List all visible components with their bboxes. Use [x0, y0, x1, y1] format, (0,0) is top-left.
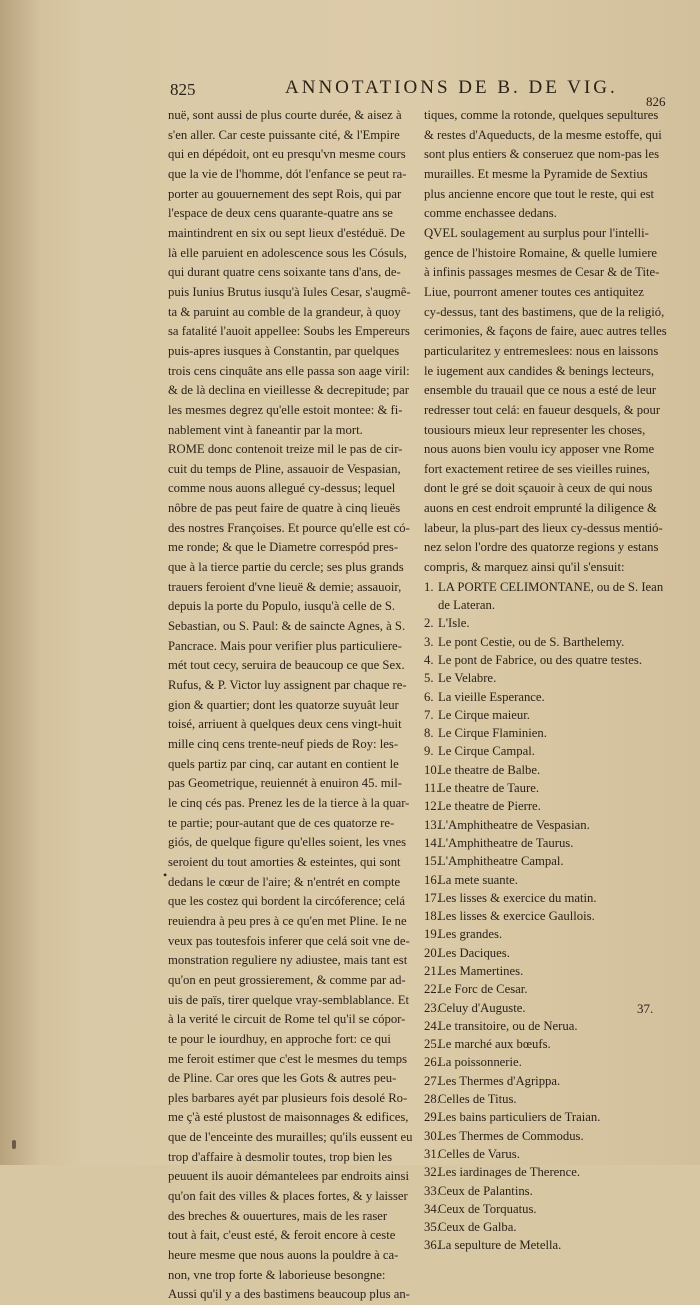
item-number: 21. — [424, 963, 440, 978]
text-line: me feroit estimer que c'est le mesmes du temps — [168, 1051, 408, 1066]
text-line: nuë, sont aussi de plus courte durée, & aisez à — [168, 108, 402, 122]
list-item — [424, 1145, 672, 1163]
text-line: heure mesme que nous auons la pouldre à ca- — [168, 1248, 399, 1263]
text-line: Pancrace. Mais pour verifier plus particuliere- — [168, 638, 402, 653]
list-item — [424, 1127, 672, 1145]
text-line: les mesmes degrez qu'elle estoit montee: & fi- — [168, 402, 403, 417]
list-item — [424, 999, 672, 1017]
item-label: Les iardinages de Therence. — [438, 1165, 581, 1180]
text-line: reuiendra à peu pres à ce qu'en met Pline. Ie ne — [168, 913, 407, 928]
text-line: à la verité le circuit de Rome tel qu'il se cópor- — [168, 1012, 406, 1027]
ink-blot — [12, 1140, 16, 1149]
list-item — [424, 1236, 672, 1254]
list-item — [424, 651, 672, 669]
item-label: Le marché aux bœufs. — [438, 1037, 551, 1052]
list-item — [424, 669, 672, 687]
item-number: 2. — [424, 616, 434, 631]
list-item — [424, 706, 672, 724]
item-number: 8. — [424, 726, 434, 741]
text-line: qu'on en peut grossierement, & comme par ad- — [168, 972, 406, 987]
list-item — [424, 633, 672, 651]
item-label: Les Mamertines. — [438, 963, 524, 978]
item-number: 29. — [424, 1110, 440, 1125]
text-line: porter au gouuernement des sept Rois, qui par — [168, 186, 402, 201]
item-number: 9. — [424, 744, 434, 759]
item-number: 28. — [424, 1092, 440, 1107]
item-label: Le pont Cestie, ou de S. Barthelemy. — [438, 634, 625, 649]
text-line: auons en cest endroit emprunté la diligence & — [424, 501, 657, 516]
list-item — [424, 871, 672, 889]
gutter-shadow — [0, 0, 40, 1165]
item-number: 3. — [424, 634, 434, 649]
item-label: Celles de Titus. — [438, 1092, 517, 1107]
text-line: peuuent ils auoir démantelees par endroits ainsi — [168, 1169, 409, 1184]
text-line: s'en aller. Car ceste puissante cité, & l'Empire — [168, 127, 400, 142]
item-label: de Lateran. — [438, 598, 496, 613]
text-line: gion & quartier; dont les quatorze suyuât leur — [168, 697, 399, 712]
text-line: cuit du temps de Pline, assauoir de Vespasian, — [168, 461, 401, 476]
text-line: maintindrent en six ou sept lieux d'estéduë. De — [168, 225, 405, 240]
item-label: Les Thermes de Commodus. — [438, 1128, 584, 1143]
list-item — [424, 779, 672, 797]
text-line: labeur, la plus-part des lieux cy-dessus mentió- — [424, 520, 663, 535]
text-line: mét tout cecy, seruira de beaucoup ce que Sex. — [168, 658, 405, 673]
item-label: Le Cirque Campal. — [438, 744, 535, 759]
text-line: cy-dessus, tant des bastimens, que de la religió, — [424, 304, 665, 319]
list-item — [424, 761, 672, 779]
item-label: La mete suante. — [438, 872, 518, 887]
text-line: le cinq cés pas. Prenez les de la tierce à la quar- — [168, 795, 410, 810]
list-item — [424, 852, 672, 870]
item-number: 26. — [424, 1055, 440, 1070]
text-line: puis-apres iusques à Constantin, par quelques — [168, 343, 400, 358]
item-number: 7. — [424, 707, 434, 722]
text-line: Rufus, & P. Victor luy assignent par chaque re- — [168, 678, 407, 693]
item-label: Les lisses & exercice Gaullois. — [438, 909, 595, 924]
text-line: sont plus entiers & conseruez que nom-pas les — [424, 147, 660, 162]
text-line: dedans le cœur de l'aire; & n'entrét en compte — [168, 874, 401, 889]
item-number: 5. — [424, 671, 434, 686]
text-line: que à la tierce partie du cercle; ses plus grands — [168, 560, 404, 575]
item-number: 32. — [424, 1165, 440, 1180]
text-line: nablement vint à faneantir par la mort. — [168, 422, 363, 437]
item-number: 11. — [424, 781, 440, 796]
text-line: qu'on fait des villes & places fortes, & y laisser — [168, 1189, 408, 1204]
text-line: nôbre de pas peut faire de quatre à cinq lieuës — [168, 501, 401, 516]
text-line: comme nous auons allegué cy-dessus; lequel — [168, 481, 396, 496]
text-line: nous auons bien voulu icy apposer vne Rome — [424, 442, 655, 457]
list-item — [424, 1035, 672, 1053]
item-label: Les bains particuliers de Traian. — [438, 1110, 601, 1125]
item-number: 10. — [424, 762, 440, 777]
text-line: trop d'affaire à desmolir toutes, trop bien les — [168, 1149, 393, 1164]
item-number: 25. — [424, 1037, 440, 1052]
item-number: 36. — [424, 1238, 440, 1253]
item-label: Le Cirque maieur. — [438, 707, 530, 722]
right-text-column — [424, 106, 672, 1255]
item-number: 34. — [424, 1201, 440, 1216]
text-line: cerimonies, & façons de faire, auec autres telles — [424, 324, 667, 339]
text-line: & de là declina en vieillesse & decrepitude; par — [168, 383, 409, 398]
text-line: particularitez y entremeslees: nous en laissons — [424, 343, 659, 358]
item-label: Celles de Varus. — [438, 1146, 520, 1161]
item-label: La vieille Esperance. — [438, 689, 545, 704]
list-item — [424, 1108, 672, 1126]
item-label: Le Cirque Flaminien. — [438, 726, 547, 741]
item-number: 15. — [424, 854, 440, 869]
text-line: sa fatalité l'auoit appellee: Soubs les Empereurs — [168, 324, 410, 339]
item-label: L'Isle. — [438, 616, 470, 631]
text-line: qui durant quatre cens soixante tans d'ans, de- — [168, 265, 401, 280]
item-number: 12. — [424, 799, 440, 814]
text-line: Aussi qu'il y a des bastimens beaucoup plus an- — [168, 1287, 410, 1302]
list-item — [424, 1072, 672, 1090]
text-line: Liue, pourront amener toutes ces antiquitez — [424, 284, 644, 299]
text-line: dont le gré se doit sçauoir à ceux de qui nous — [424, 481, 653, 496]
item-number: 17. — [424, 890, 440, 905]
text-line: des nostres Françoises. Et pource qu'elle est có- — [168, 520, 410, 535]
text-line: & restes d'Aqueducts, de la mesme estoffe, qui — [424, 127, 662, 142]
item-label: LA PORTE CELIMONTANE, ou de S. Iean — [438, 579, 664, 594]
right-page-number: 826 — [646, 94, 666, 109]
text-line: pas Geometrique, reuiennét à enuiron 45. mil- — [168, 776, 402, 791]
list-item — [424, 1218, 672, 1236]
list-item — [424, 944, 672, 962]
item-number: 14. — [424, 835, 440, 850]
text-line: plus ancienne encore que tout le reste, qui est — [424, 186, 655, 201]
item-number: 35. — [424, 1220, 440, 1235]
item-label: Le Forc de Cesar. — [438, 982, 528, 997]
text-line: compris, & marquez ainsi qu'il s'ensuit: — [424, 560, 625, 575]
list-item — [424, 834, 672, 852]
right-prose — [424, 106, 672, 578]
text-line: gence de l'histoire Romaine, & quelle lumiere — [424, 245, 658, 260]
item-number: 31. — [424, 1146, 440, 1161]
text-line: de Pline. Car ores que les Gots & autres peu- — [168, 1071, 397, 1086]
text-line: redresser tout celá: en faueur desquels, & pour — [424, 402, 661, 417]
item-label: Le theatre de Taure. — [438, 781, 540, 796]
text-line: QVEL soulagement au surplus pour l'intelli- — [424, 225, 649, 240]
text-line: tousiours mieux leur representer les choses, — [424, 422, 646, 437]
item-label: Les lisses & exercice du matin. — [438, 890, 597, 905]
item-label: Les grandes. — [438, 927, 503, 942]
item-number: 23. — [424, 1000, 440, 1015]
item-number: 16. — [424, 872, 440, 887]
text-line: seroient du tout amorties & esteintes, qui sont — [168, 854, 401, 869]
text-line: que la vie de l'homme, dót l'enfance se peut ra- — [168, 166, 407, 181]
item-number: 33. — [424, 1183, 440, 1198]
item-label: Le transitoire, ou de Nerua. — [438, 1018, 578, 1033]
item-label: Ceux de Torquatus. — [438, 1201, 537, 1216]
item-label: L'Amphitheatre de Taurus. — [438, 835, 574, 850]
places-list — [424, 578, 672, 1255]
running-title: ANNOTATIONS DE B. DE VIG. — [285, 77, 618, 98]
list-item — [424, 797, 672, 815]
text-line: murailles. Et mesme la Pyramide de Sextius — [424, 166, 648, 181]
list-item — [424, 742, 672, 760]
text-line: que de l'enceinte des murailles; qu'ils eussent eu — [168, 1130, 413, 1145]
item-number: 13. — [424, 817, 440, 832]
text-line: ples barbares ayét par plusieurs fois desolé Ro- — [168, 1090, 408, 1105]
list-item — [424, 1017, 672, 1035]
text-line: fort exactement retiree de ses vieilles ruines, — [424, 461, 650, 476]
text-line: giós, de quelque figure qu'elles soient, les vnes — [168, 835, 407, 850]
text-line: que les costez qui bordent la circóference; celá — [168, 894, 406, 909]
text-line: veux pas toutesfois inferer que celá soit vne de- — [168, 933, 410, 948]
left-text-column — [168, 106, 414, 1305]
text-line: depuis la porte du Populo, iusqu'à celle de S. — [168, 599, 396, 614]
list-item — [424, 1090, 672, 1108]
text-line: non, vne trop forte & laborieuse besongne: — [168, 1267, 386, 1282]
item-number: 27. — [424, 1073, 440, 1088]
text-line: comme enchassee dedans. — [424, 206, 557, 221]
list-item — [424, 889, 672, 907]
item-label: La sepulture de Metella. — [438, 1238, 562, 1253]
list-item — [424, 724, 672, 742]
text-line: Sebastian, ou S. Paul: & de saincte Agnes, à S. — [168, 619, 406, 634]
item-number: 22. — [424, 982, 440, 997]
list-item — [424, 962, 672, 980]
list-item — [424, 614, 672, 632]
list-item — [424, 1182, 672, 1200]
item-label: Ceux de Galba. — [438, 1220, 517, 1235]
item-label: La poissonnerie. — [438, 1055, 522, 1070]
text-line: monstration reguliere ny adiustee, mais tant est — [168, 953, 408, 968]
folio-number: 825 — [170, 80, 196, 99]
item-label: L'Amphitheatre de Vespasian. — [438, 817, 590, 832]
text-line: te pour le iourdhuy, en approche fort: ce qui — [168, 1031, 391, 1046]
item-label: Le theatre de Balbe. — [438, 762, 541, 777]
text-line: là elle paruient en adolescence sous les Cósuls, — [168, 245, 407, 260]
list-item — [424, 980, 672, 998]
text-line: uis de païs, tirer quelque vray-semblablance. Et — [168, 992, 409, 1007]
text-line: toisé, arriuent à quelques deux cens vingt-huit — [168, 717, 402, 732]
text-line: le iugement aux candides & benings lecteurs, — [424, 363, 655, 378]
list-item — [424, 578, 672, 596]
text-line: ROME donc contenoit treize mil le pas de cir- — [168, 442, 403, 457]
list-item — [424, 1200, 672, 1218]
text-line: me ronde; & que le Diametre correspód pres- — [168, 540, 399, 555]
list-item — [424, 1053, 672, 1071]
text-line: tout à fait, c'eust esté, & feroit encore à ceste — [168, 1228, 396, 1243]
margin-mark: • — [163, 868, 168, 882]
item-number: 6. — [424, 689, 434, 704]
catchword: 37. — [637, 1001, 654, 1016]
item-number: 18. — [424, 909, 440, 924]
text-line: l'espace de deux cens quarante-quatre ans se — [168, 206, 393, 221]
item-number: 20. — [424, 945, 440, 960]
text-line: mille cinq cens trente-neuf pieds de Roy: les- — [168, 737, 399, 751]
text-line: te partie; pour-autant que de ces quatorze re- — [168, 815, 395, 830]
item-number: 19. — [424, 927, 440, 942]
text-line: des breches & ouuertures, mais de les raser — [168, 1208, 388, 1223]
text-line: nez selon l'ordre des quatorze regions y estans — [424, 540, 659, 555]
item-number: 4. — [424, 652, 434, 667]
item-number: 24. — [424, 1018, 440, 1033]
item-label: L'Amphitheatre Campal. — [438, 854, 564, 869]
text-line: à infinis passages mesmes de Cesar & de Tite- — [424, 265, 660, 280]
item-number: 30. — [424, 1128, 440, 1143]
text-line: puis Iunius Brutus iusqu'à Iules Cesar, s'augmê- — [168, 284, 411, 299]
list-item — [424, 1163, 672, 1181]
text-line: ensemble du trauail que ce nous a esté de leur — [424, 383, 657, 398]
text-line: qui en dépédoit, ont eu presqu'vn mesme cours — [168, 147, 406, 162]
item-label: Les Thermes d'Agrippa. — [438, 1073, 561, 1088]
item-label: Le Velabre. — [438, 671, 497, 686]
item-label: Ceux de Palantins. — [438, 1183, 533, 1198]
text-line: me ç'à esté plustost de maisonnages & edifices, — [168, 1110, 409, 1125]
item-label: Le pont de Fabrice, ou des quatre testes. — [438, 652, 642, 667]
text-line: quels partiz par cinq, car autant en contient le — [168, 756, 399, 771]
item-label: Celuy d'Auguste. — [438, 1000, 526, 1015]
text-line: trauers feroient d'vne lieuë & demie; assauoir, — [168, 579, 402, 594]
text-line: trois cens cinquâte ans elle passa son aage viril: — [168, 363, 410, 378]
list-item — [424, 688, 672, 706]
list-item — [424, 596, 672, 614]
text-line: ta & paruint au comble de la grandeur, à quoy — [168, 304, 401, 319]
list-item — [424, 907, 672, 925]
item-label: Les Daciques. — [438, 945, 510, 960]
item-number: 1. — [424, 579, 434, 594]
item-label: Le theatre de Pierre. — [438, 799, 541, 814]
text-line: tiques, comme la rotonde, quelques sepultures — [424, 108, 659, 122]
list-item — [424, 925, 672, 943]
list-item — [424, 816, 672, 834]
